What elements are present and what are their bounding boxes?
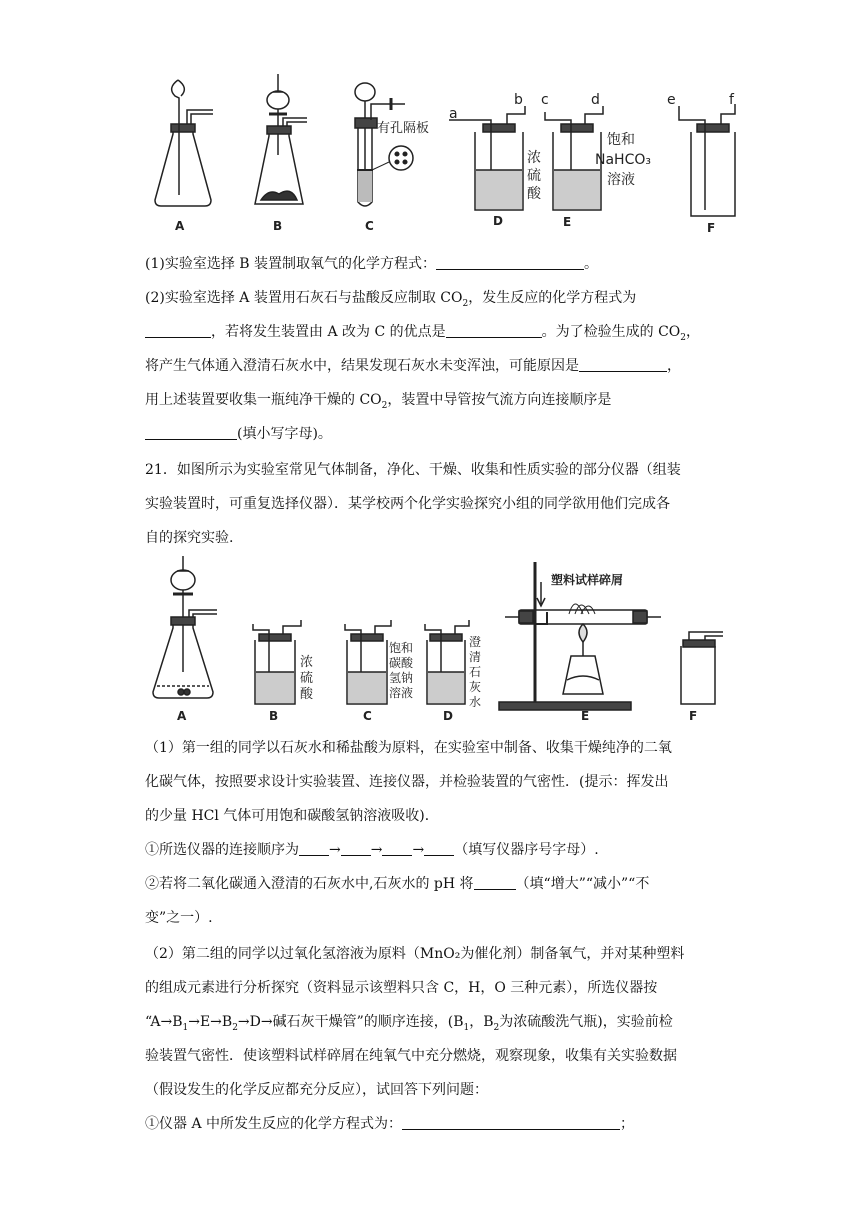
d-reagent-2: 硫 bbox=[527, 168, 541, 184]
part2-line-4: 验装置气密性．使该塑料试样碎屑在纯氧气中充分燃烧，观察现象，收集有关实验数据 bbox=[145, 1048, 677, 1064]
port-c: c bbox=[541, 92, 549, 108]
answer-blank-3[interactable] bbox=[446, 323, 542, 338]
label-b: B bbox=[273, 219, 283, 233]
q20-line-6: (填小写字母)。 bbox=[145, 424, 725, 444]
equation-blank[interactable] bbox=[402, 1115, 620, 1130]
port-d: d bbox=[591, 92, 600, 108]
part1-line-2: 化碳气体，按照要求设计实验装置、连接仪器，并检验装置的气密性．(提示：挥发出 bbox=[145, 774, 669, 790]
order-blank-1[interactable] bbox=[299, 841, 329, 856]
part2-line-2: 的组成元素进行分析探究（资料显示该塑料只含 C，H，O 三种元素），所选仪器按 bbox=[145, 980, 658, 996]
b2-reagent-1: 浓 bbox=[300, 655, 314, 670]
answer-blank-4[interactable] bbox=[579, 357, 667, 372]
part1-line-3: 的少量 HCl 气体可用饱和碳酸氢钠溶液吸收)． bbox=[145, 808, 439, 824]
apparatus-figure-1 bbox=[143, 70, 743, 242]
answer-blank-1[interactable] bbox=[436, 255, 584, 270]
port-a: a bbox=[449, 106, 458, 122]
q21-line-1: 21．如图所示为实验室常见气体制备，净化、干燥、收集和性质实验的部分仪器（组装 bbox=[145, 462, 681, 478]
b2-reagent-3: 酸 bbox=[300, 687, 314, 702]
bottle-f2 bbox=[681, 632, 723, 704]
part2-line-6: ①仪器 A 中所发生反应的化学方程式为： ； bbox=[145, 1116, 635, 1132]
q20-line-4: 将产生气体通入澄清石灰水中，结果发现石灰水未变浑浊，可能原因是 ， bbox=[145, 358, 681, 374]
d-reagent-1: 浓 bbox=[527, 150, 541, 166]
part1-line-6: 变”之一）. bbox=[145, 910, 213, 926]
c2-reagent-3: 氢钠 bbox=[389, 671, 414, 685]
e2-label: 塑料试样碎屑 bbox=[551, 573, 624, 587]
flask-b bbox=[255, 74, 307, 204]
q21-line-2: 实验装置时，可重复选择仪器）．某学校两个化学实验探究小组的同学欲用他们完成各 bbox=[145, 496, 670, 512]
answer-blank-5[interactable] bbox=[145, 425, 237, 440]
apparatus-figure-2 bbox=[143, 554, 723, 726]
answer-blank-2[interactable] bbox=[145, 323, 211, 338]
ph-blank[interactable] bbox=[474, 875, 516, 890]
q20-line-1: (1)实验室选择 B 装置制取氧气的化学方程式： 。 bbox=[145, 256, 599, 272]
label-b2: B bbox=[269, 709, 279, 723]
flask-a2 bbox=[153, 556, 217, 698]
e-reagent-2: NaHCO₃ bbox=[595, 152, 651, 168]
flask-a bbox=[155, 80, 213, 206]
bottle-d2 bbox=[425, 620, 469, 704]
q21-line-3: 自的探究实验. bbox=[145, 530, 234, 546]
c2-reagent-2: 碳酸 bbox=[389, 656, 414, 670]
part2-line-5: （假设发生的化学反应都充分反应），试回答下列问题： bbox=[145, 1082, 488, 1098]
q20-line-5: 用上述装置要收集一瓶纯净干燥的 $CO_2$，装置中导管按气流方向连接顺序是 bbox=[145, 392, 612, 411]
port-f: f bbox=[729, 92, 734, 108]
bottle-c2 bbox=[345, 620, 391, 704]
c2-reagent-4: 溶液 bbox=[389, 686, 414, 700]
partition-label: 有孔隔板 bbox=[377, 121, 430, 136]
e-reagent-3: 溶液 bbox=[607, 172, 635, 188]
b2-reagent-2: 硫 bbox=[300, 671, 314, 686]
label-c2: C bbox=[363, 709, 372, 723]
q20-line-2: (2)实验室选择 A 装置用石灰石与盐酸反应制取 $CO_2$，发生反应的化学方程式为 bbox=[145, 290, 637, 309]
order-blank-2[interactable] bbox=[341, 841, 371, 856]
d2-reagent-1: 澄 bbox=[469, 635, 482, 649]
port-e: e bbox=[667, 92, 676, 108]
label-a: A bbox=[175, 219, 185, 233]
d2-reagent-3: 石 bbox=[469, 665, 482, 679]
part1-line-5: ②若将二氧化碳通入澄清的石灰水中,石灰水的 pH 将 （填“增大”“减小”“不 bbox=[145, 876, 650, 892]
label-d2: D bbox=[443, 709, 453, 723]
d2-reagent-4: 灰 bbox=[469, 680, 482, 694]
label-a2: A bbox=[177, 709, 187, 723]
label-f2: F bbox=[689, 709, 698, 723]
label-f: F bbox=[707, 221, 716, 235]
port-b: b bbox=[514, 92, 523, 108]
order-blank-4[interactable] bbox=[424, 841, 454, 856]
part1-line-1: （1）第一组的同学以石灰水和稀盐酸为原料，在实验室中制备、收集干燥纯净的二氧 bbox=[145, 740, 672, 756]
c2-reagent-1: 饱和 bbox=[389, 641, 414, 655]
d2-reagent-5: 水 bbox=[469, 695, 482, 709]
bottle-d bbox=[449, 106, 525, 210]
order-blank-3[interactable] bbox=[382, 841, 412, 856]
label-d: D bbox=[493, 214, 503, 228]
part2-line-3: “$A\to B_1\to E\to B_2\to D\to$碱石灰干燥管”的顺序连接，($B_1$，$B_2$为浓硫酸洗气瓶)，实验前检 bbox=[145, 1014, 673, 1033]
d2-reagent-2: 清 bbox=[469, 650, 482, 664]
label-e: E bbox=[563, 215, 572, 229]
q20-line-3: ，若将发生装置由 A 改为 C 的优点是 。为了检验生成的 $CO_2$， bbox=[145, 322, 725, 342]
bottle-b2 bbox=[253, 620, 301, 704]
tube-c bbox=[355, 83, 413, 206]
d-reagent-3: 酸 bbox=[527, 186, 541, 202]
label-c: C bbox=[365, 219, 374, 233]
bottle-f bbox=[679, 104, 735, 216]
part2-line-1: （2）第二组的同学以过氧化氢溶液为原料（MnO₂为催化剂）制备氧气，并对某种塑料 bbox=[145, 946, 685, 962]
label-e2: E bbox=[581, 709, 590, 723]
part1-line-4: ①所选仪器的连接顺序为 → → → （填写仪器序号字母）. bbox=[145, 842, 599, 858]
e-reagent-1: 饱和 bbox=[607, 132, 635, 148]
